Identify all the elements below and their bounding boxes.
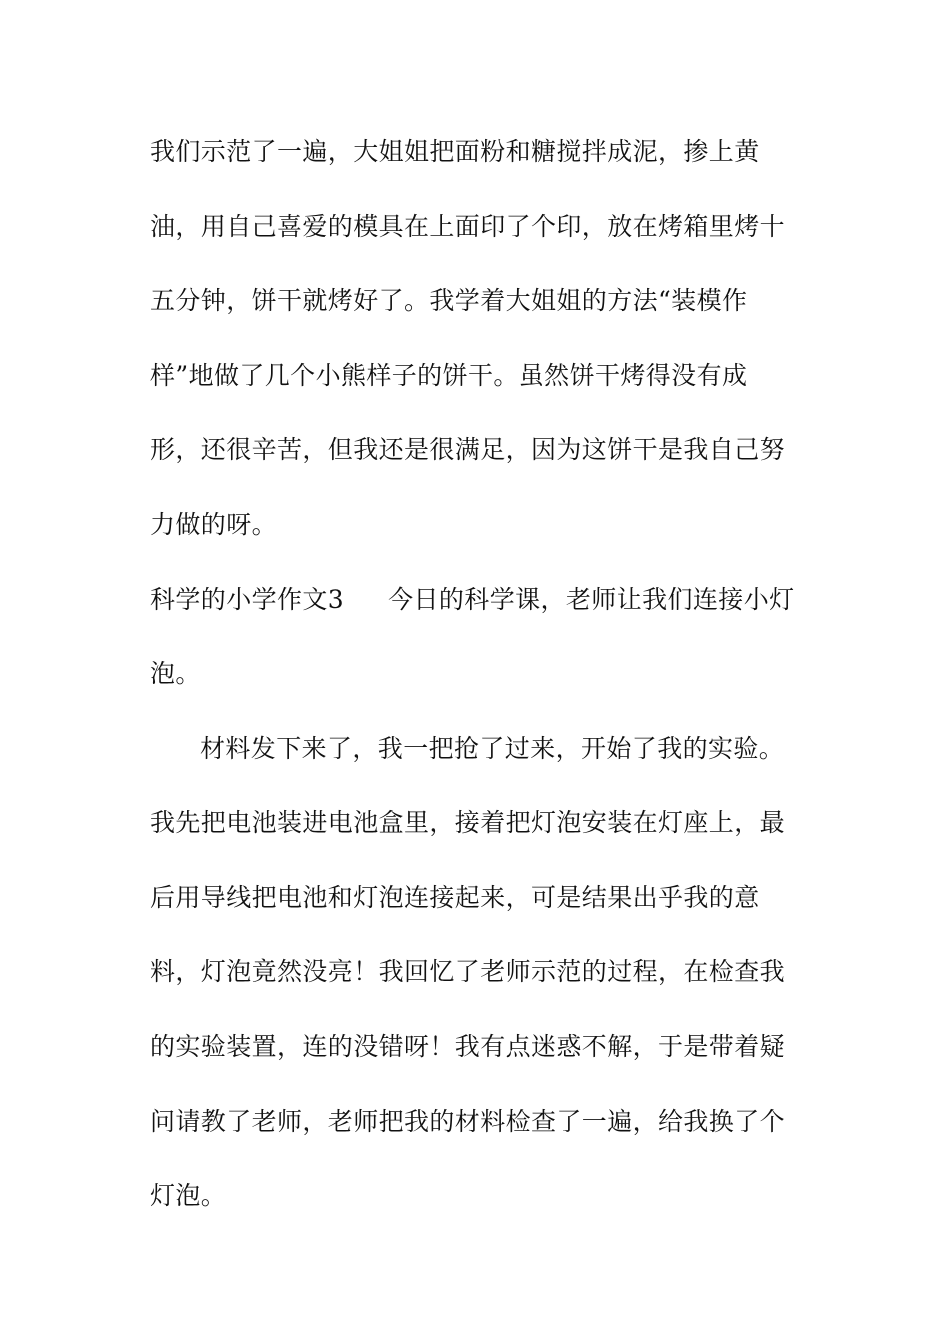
section-title: 科学的小学作文3	[150, 585, 345, 614]
paragraph-line: 力做的呀。	[150, 510, 278, 539]
paragraph-line: 形，还很辛苦，但我还是很满足，因为这饼干是我自己努	[150, 435, 786, 464]
paragraph-line: 灯泡。	[150, 1181, 227, 1210]
paragraph-line: 料，灯泡竟然没亮！我回忆了老师示范的过程，在检查我	[150, 957, 786, 986]
paragraph-line: 问请教了老师，老师把我的材料检查了一遍，给我换了个	[150, 1107, 786, 1136]
paragraph-line: 的实验装置，连的没错呀！我有点迷惑不解，于是带着疑	[150, 1032, 786, 1061]
paragraph-line: 油，用自己喜爱的模具在上面印了个印，放在烤箱里烤十	[150, 212, 786, 241]
paragraph-line: 我先把电池装进电池盒里，接着把灯泡安装在灯座上，最	[150, 808, 786, 837]
paragraph-line: 五分钟，饼干就烤好了。我学着大姐姐的方法“装模作	[150, 286, 748, 315]
section-heading-line	[150, 584, 830, 616]
paragraph-line: 样”地做了几个小熊样子的饼干。虽然饼干烤得没有成	[150, 361, 748, 390]
paragraph-line: 后用导线把电池和灯泡连接起来，可是结果出乎我的意	[150, 883, 760, 912]
paragraph-line: 我们示范了一遍，大姐姐把面粉和糖搅拌成泥，掺上黄	[150, 137, 760, 166]
section-first-line: 今日的科学课，老师让我们连接小灯	[388, 585, 795, 614]
paragraph-line: 泡。	[150, 659, 201, 688]
paragraph-line: 材料发下来了，我一把抢了过来，开始了我的实验。	[200, 734, 785, 763]
